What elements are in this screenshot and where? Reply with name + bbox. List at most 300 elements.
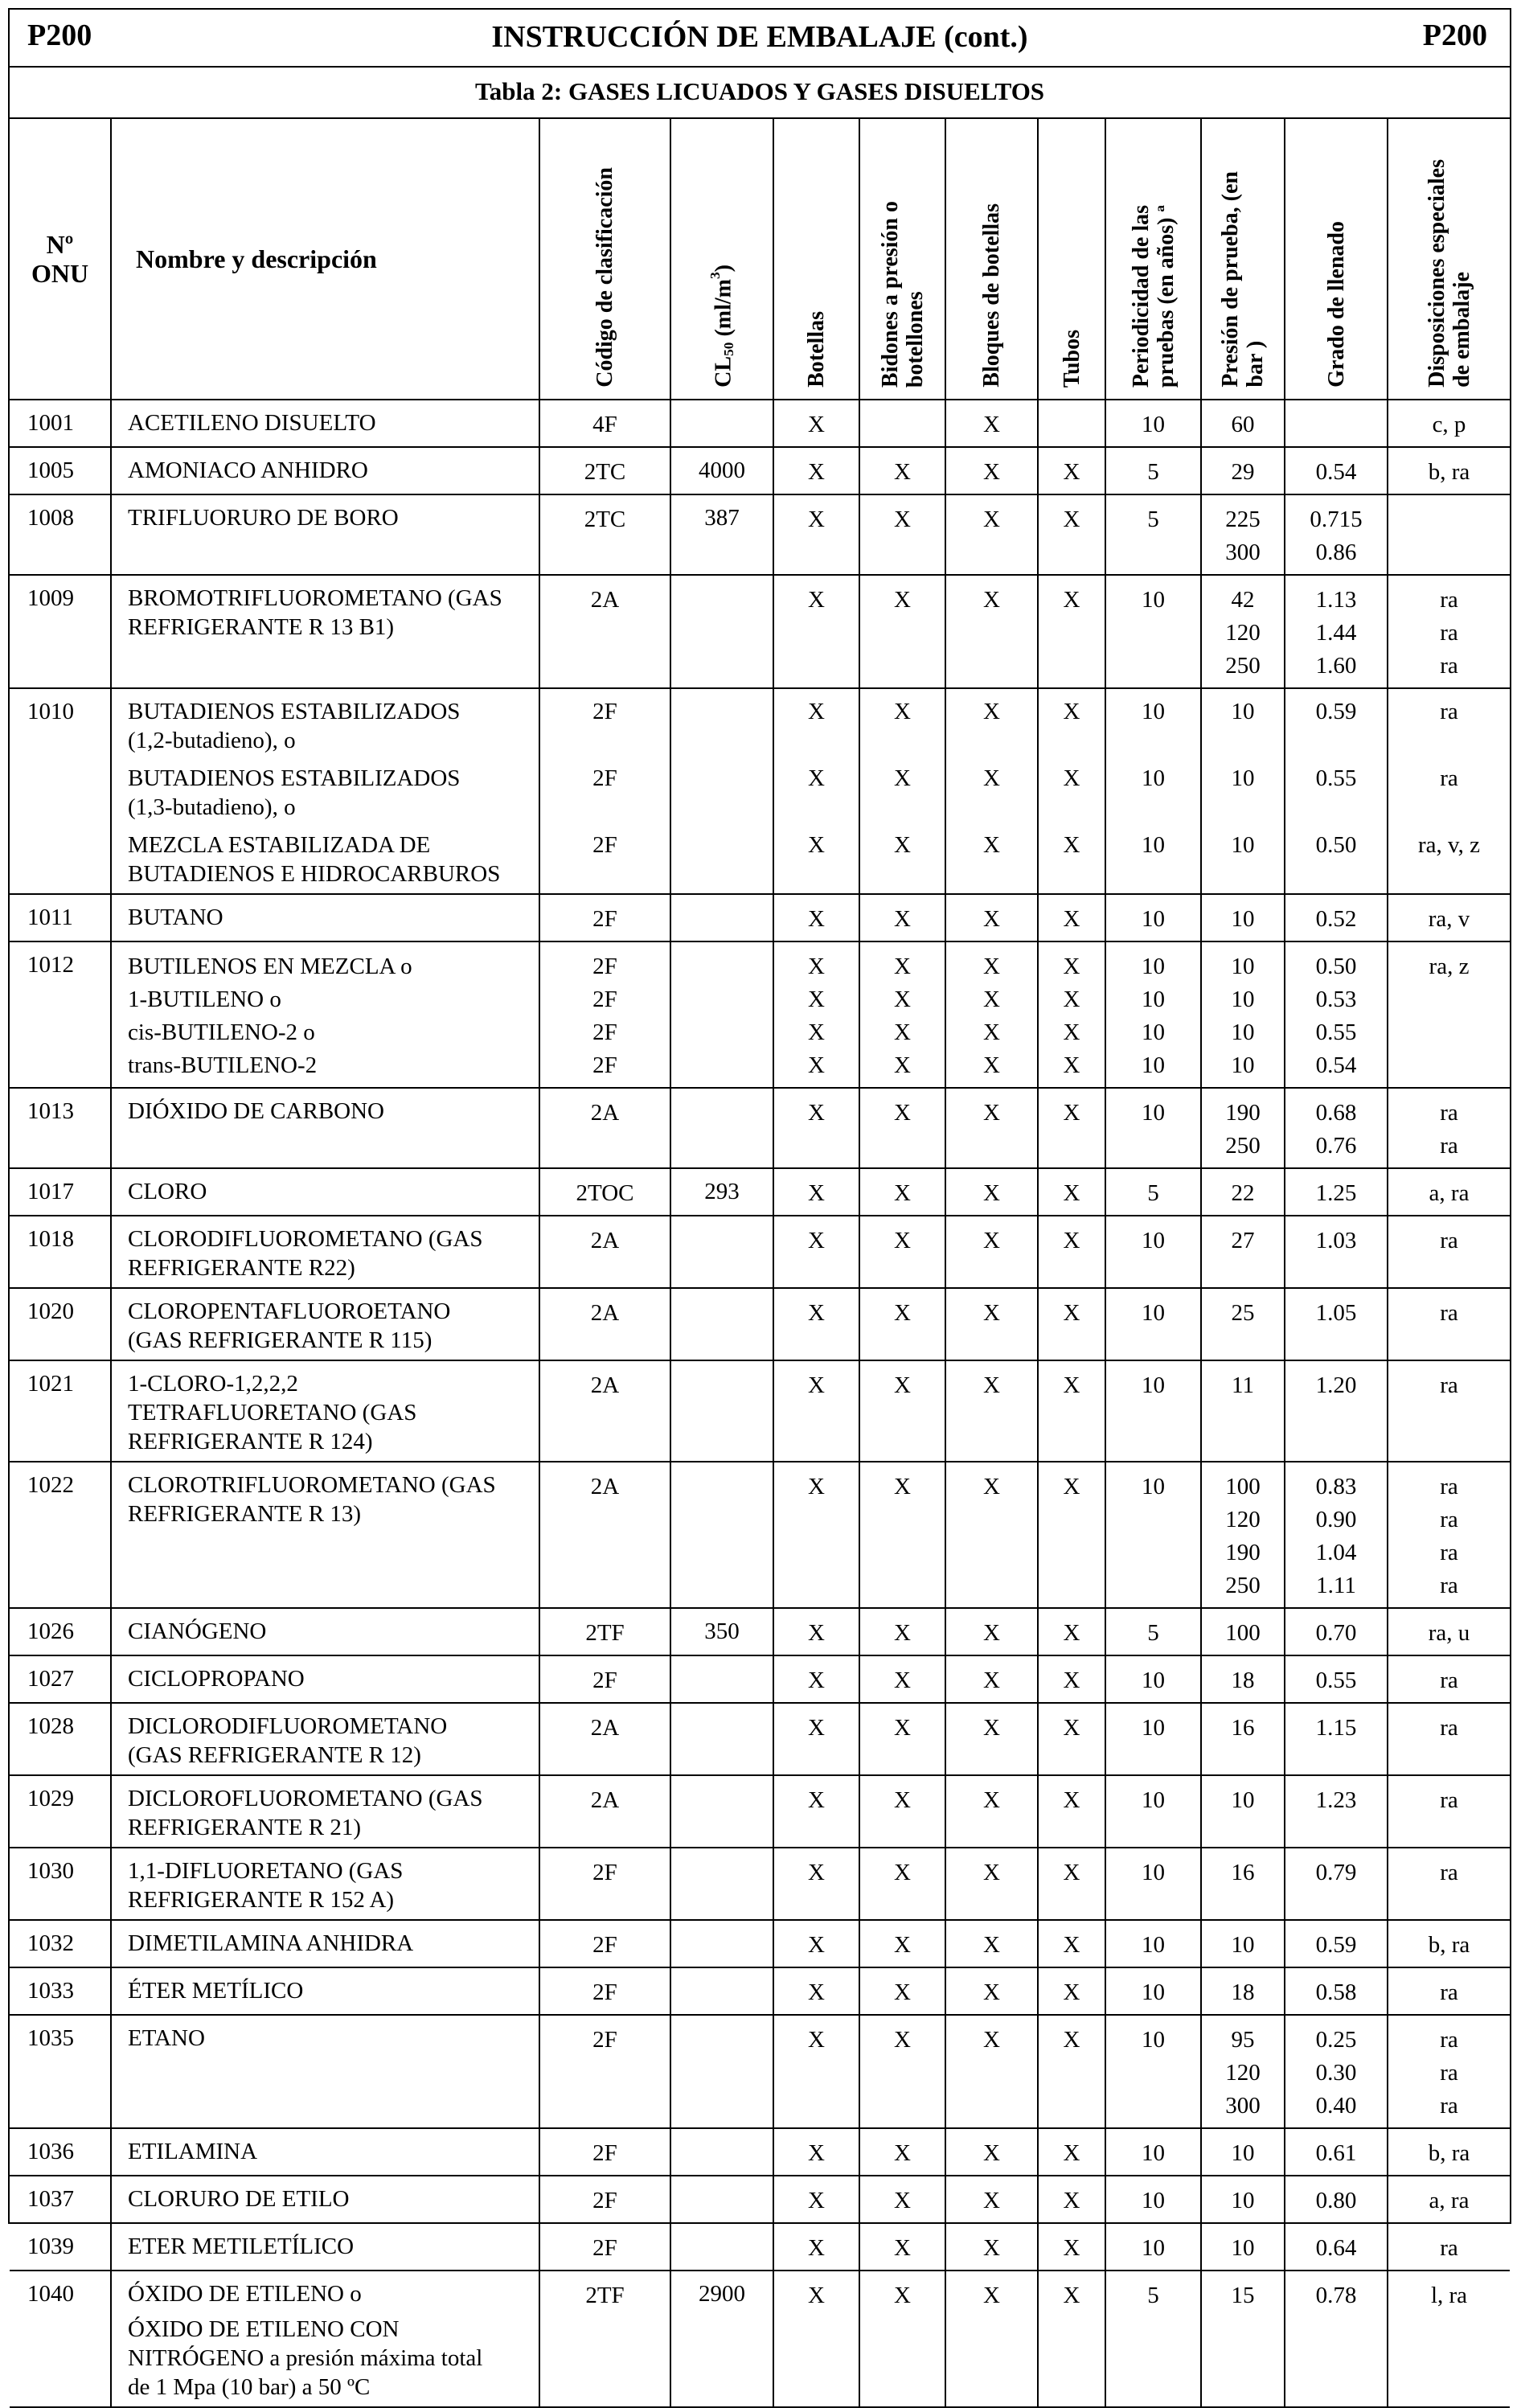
filling-ratio-value: 0.54 [1315,1052,1357,1078]
test-pressure-value: 10 [1231,1052,1255,1078]
bundles-value: X [983,2027,1000,2053]
test-periodicity-value: 10 [1142,2188,1165,2213]
tubes-cell [1038,1088,1105,1168]
pressure-drums-value: X [894,1300,911,1326]
tubes-cell [1038,1360,1105,1462]
tubes-cell [1038,1655,1105,1703]
un-number-cell: 1010 [10,688,111,894]
special-provisions-cell [1388,1967,1510,2015]
class-code-value: 2F [592,1860,617,1885]
pressure-drums-value: X [894,1019,911,1045]
bundles-cell [945,494,1038,575]
filling-ratio-cell [1285,1168,1388,1216]
special-provisions-value: ra [1440,587,1458,613]
cylinders-value: X [808,765,825,791]
pressure-drums-value: X [894,1932,911,1958]
tubes-value: X [1063,1372,1080,1398]
tubes-cell [1038,1775,1105,1848]
instruction-code-right: P200 [1422,18,1487,52]
test-periodicity-value: 10 [1142,1228,1165,1253]
tubes-value: X [1063,1019,1080,1045]
pressure-drums-value: X [894,587,911,613]
tubes-cell [1038,1848,1105,1920]
cylinders-value: X [808,412,825,437]
un-number-cell: 1033 [10,1967,111,2015]
cylinders-cell [773,575,859,688]
col-header-cylinders: Botellas [773,118,859,400]
test-pressure-value: 10 [1231,987,1255,1012]
filling-ratio-value: 0.25 [1315,2027,1357,2053]
pressure-drums-value: X [894,699,911,724]
substance-name-cell [111,1703,539,1775]
test-periodicity-value: 5 [1147,507,1159,532]
pressure-drums-cell [859,447,945,494]
filling-ratio-value: 1.05 [1315,1300,1357,1326]
test-periodicity-cell [1105,2271,1201,2407]
lc50-cell [670,1703,773,1775]
class-code-value: 2F [592,765,617,791]
bundles-cell [945,1360,1038,1462]
test-pressure-value: 120 [1225,2060,1261,2086]
col-header-name: Nombre y descripción [111,118,539,400]
test-periodicity-cell [1105,1288,1201,1360]
special-provisions-value: ra [1440,1787,1458,1813]
lc50-cell [670,894,773,941]
bundles-value: X [983,1715,1000,1741]
special-provisions-value: ra [1440,765,1458,791]
pressure-drums-value: X [894,1787,911,1813]
un-number-cell: 1026 [10,1608,111,1655]
table-row [10,575,1510,688]
substance-name-cell [111,2128,539,2176]
test-periodicity-value: 10 [1142,412,1165,437]
table-row [10,1168,1510,1216]
filling-ratio-cell [1285,1216,1388,1288]
tubes-value: X [1063,1932,1080,1958]
test-pressure-cell [1201,2271,1285,2407]
substance-name: ÓXIDO DE ETILENO CON NITRÓGENO a presión máxima total de 1 Mpa (10 bar) a 50 ºC [128,2316,483,2400]
document-page [8,8,1511,2400]
test-periodicity-cell [1105,1216,1201,1288]
bundles-cell [945,1608,1038,1655]
filling-ratio-value: 1.13 [1315,587,1357,613]
table-title: Tabla 2: GASES LICUADOS Y GASES DISUELTOS [10,66,1510,119]
pressure-drums-cell [859,2015,945,2128]
substance-name: ÉTER METÍLICO [128,1978,304,2004]
pressure-drums-cell [859,1967,945,2015]
class-code-cell [539,2176,670,2223]
filling-ratio-value: 0.86 [1315,539,1357,565]
class-code-value: 2A [590,1715,620,1741]
tubes-cell [1038,1703,1105,1775]
bundles-value: X [983,1228,1000,1253]
test-pressure-value: 10 [1231,2140,1255,2166]
bundles-value: X [983,1932,1000,1958]
lc50-cell [670,688,773,894]
substance-name: CLORURO DE ETILO [128,2186,350,2212]
class-code-value: 2F [592,987,617,1012]
tubes-cell [1038,1216,1105,1288]
bundles-value: X [983,459,1000,485]
special-provisions-cell [1388,447,1510,494]
special-provisions-value: ra, u [1428,1620,1470,1646]
substance-name: 1-BUTILENO o [128,987,281,1012]
special-provisions-value: ra [1440,1300,1458,1326]
tubes-value: X [1063,2283,1080,2308]
test-periodicity-value: 5 [1147,2283,1159,2308]
filling-ratio-value: 1.20 [1315,1372,1357,1398]
lc50-cell: 293 [670,1168,773,1216]
special-provisions-value: ra [1440,1228,1458,1253]
special-provisions-value: ra [1440,1979,1458,2005]
filling-ratio-value: 1.11 [1316,1573,1356,1598]
test-pressure-cell [1201,575,1285,688]
special-provisions-value: ra [1440,1668,1458,1693]
lc50-cell [670,1920,773,1967]
test-periodicity-cell [1105,2128,1201,2176]
special-provisions-cell [1388,575,1510,688]
substance-name: MEZCLA ESTABILIZADA DE BUTADIENOS E HIDROCARBUROS [128,832,501,887]
tubes-value: X [1063,587,1080,613]
test-pressure-value: 29 [1231,459,1255,485]
test-pressure-cell [1201,2128,1285,2176]
substance-name: ACETILENO DISUELTO [128,410,376,436]
lc50-cell [670,575,773,688]
test-pressure-value: 190 [1225,1540,1261,1565]
filling-ratio-cell [1285,1655,1388,1703]
substance-name-cell [111,2176,539,2223]
lc50-cell: 350 [670,1608,773,1655]
pressure-drums-cell [859,1920,945,1967]
bundles-value: X [983,1474,1000,1499]
filling-ratio-cell [1285,2271,1388,2407]
cylinders-cell [773,1967,859,2015]
substance-name-cell [111,1216,539,1288]
test-periodicity-value: 10 [1142,1715,1165,1741]
class-code-value: 2TF [585,2283,625,2308]
filling-ratio-cell [1285,1920,1388,1967]
cylinders-cell [773,1288,859,1360]
cylinders-value: X [808,1228,825,1253]
lc50-cell [670,2176,773,2223]
pressure-drums-value: X [894,1860,911,1885]
lc50-cell [670,400,773,447]
filling-ratio-cell [1285,447,1388,494]
substance-name: ETANO [128,2025,205,2051]
special-provisions-cell [1388,1360,1510,1462]
test-pressure-value: 60 [1231,412,1255,437]
bundles-cell [945,2015,1038,2128]
un-number-cell: 1021 [10,1360,111,1462]
filling-ratio-value: 0.79 [1315,1860,1357,1885]
cylinders-cell [773,941,859,1088]
substance-name: ETILAMINA [128,2139,258,2164]
special-provisions-cell [1388,941,1510,1088]
class-code-cell [539,575,670,688]
substance-name-cell [111,1168,539,1216]
un-number-cell: 1030 [10,1848,111,1920]
table-row [10,1088,1510,1168]
filling-ratio-value: 0.76 [1315,1133,1357,1159]
class-code-value: 2A [590,1372,620,1398]
tubes-value: X [1063,1052,1080,1078]
cylinders-cell [773,1655,859,1703]
cylinders-value: X [808,507,825,532]
substance-name-cell [111,575,539,688]
test-pressure-value: 10 [1231,906,1255,932]
lc50-cell [670,941,773,1088]
substance-name: 1,1-DIFLUORETANO (GAS REFRIGERANTE R 152 A) [128,1858,404,1913]
test-periodicity-cell [1105,575,1201,688]
tubes-value: X [1063,459,1080,485]
substance-name: DICLOROFLUOROMETANO (GAS REFRIGERANTE R 21) [128,1786,483,1840]
filling-ratio-value: 1.03 [1315,1228,1357,1253]
col-header-test-pressure: Presión de prueba, (en bar ) [1201,118,1285,400]
cylinders-cell [773,400,859,447]
lc50-cell [670,1462,773,1608]
test-pressure-cell [1201,2223,1285,2271]
bundles-value: X [983,832,1000,858]
bundles-cell [945,2223,1038,2271]
test-periodicity-cell [1105,2223,1201,2271]
pressure-drums-cell [859,1360,945,1462]
bundles-value: X [983,954,1000,979]
class-code-cell [539,1920,670,1967]
filling-ratio-cell [1285,1088,1388,1168]
cylinders-cell [773,894,859,941]
substance-name: trans-BUTILENO-2 [128,1052,318,1078]
tubes-cell [1038,1967,1105,2015]
test-periodicity-value: 5 [1147,1620,1159,1646]
tubes-value: X [1063,1620,1080,1646]
pressure-drums-value: X [894,906,911,932]
tubes-value: X [1063,1100,1080,1126]
substance-name-cell [111,1288,539,1360]
filling-ratio-cell [1285,2128,1388,2176]
test-pressure-cell [1201,1168,1285,1216]
pressure-drums-value: X [894,1715,911,1741]
test-periodicity-cell [1105,1168,1201,1216]
special-provisions-cell [1388,1288,1510,1360]
special-provisions-cell [1388,2015,1510,2128]
tubes-value: X [1063,1979,1080,2005]
test-pressure-value: 120 [1225,620,1261,646]
filling-ratio-value: 0.80 [1315,2188,1357,2213]
special-provisions-cell [1388,1920,1510,1967]
test-pressure-cell [1201,1462,1285,1608]
pressure-drums-value: X [894,1228,911,1253]
cylinders-value: X [808,2140,825,2166]
class-code-cell [539,2128,670,2176]
test-pressure-cell [1201,688,1285,894]
pressure-drums-value: X [894,832,911,858]
pressure-drums-cell [859,1288,945,1360]
test-pressure-value: 190 [1225,1100,1261,1126]
pressure-drums-value: X [894,1474,911,1499]
tubes-cell [1038,688,1105,894]
special-provisions-cell [1388,1703,1510,1775]
special-provisions-cell [1388,1775,1510,1848]
class-code-cell [539,447,670,494]
cylinders-cell [773,688,859,894]
filling-ratio-cell [1285,1608,1388,1655]
filling-ratio-cell [1285,1360,1388,1462]
lc50-cell [670,1088,773,1168]
tubes-value: X [1063,2235,1080,2261]
table-row [10,2128,1510,2176]
un-number-cell: 1029 [10,1775,111,1848]
tubes-value: X [1063,906,1080,932]
filling-ratio-value: 1.60 [1315,653,1357,679]
substance-name: CICLOPROPANO [128,1666,305,1692]
special-provisions-value: ra [1440,699,1458,724]
pressure-drums-value: X [894,1052,911,1078]
test-pressure-value: 300 [1225,539,1261,565]
class-code-value: 2F [592,832,617,858]
class-code-cell [539,400,670,447]
pressure-drums-value: X [894,1668,911,1693]
lc50-cell [670,1360,773,1462]
test-pressure-value: 10 [1231,2235,1255,2261]
test-periodicity-value: 10 [1142,2027,1165,2053]
filling-ratio-value: 0.53 [1315,987,1357,1012]
bundles-value: X [983,699,1000,724]
special-provisions-cell [1388,1848,1510,1920]
special-provisions-value: a, ra [1429,1180,1470,1206]
substance-name-cell [111,1088,539,1168]
special-provisions-value: ra [1440,1372,1458,1398]
class-code-value: 2F [592,906,617,932]
table-row [10,688,1510,894]
bundles-cell [945,1920,1038,1967]
tubes-value: X [1063,507,1080,532]
test-pressure-value: 225 [1225,507,1261,532]
filling-ratio-cell [1285,575,1388,688]
test-pressure-value: 22 [1231,1180,1255,1206]
cylinders-value: X [808,1979,825,2005]
cylinders-cell [773,2128,859,2176]
pressure-drums-cell [859,1608,945,1655]
bundles-value: X [983,1860,1000,1885]
substance-name-cell [111,2223,539,2271]
table-row [10,941,1510,1088]
pressure-drums-value: X [894,507,911,532]
un-number-cell: 1022 [10,1462,111,1608]
table-row [10,447,1510,494]
lc50-cell [670,1775,773,1848]
cylinders-cell [773,2176,859,2223]
class-code-value: 2A [590,1228,620,1253]
class-code-cell [539,1288,670,1360]
un-number-cell: 1009 [10,575,111,688]
table-row [10,2223,1510,2271]
filling-ratio-value: 0.61 [1315,2140,1357,2166]
test-periodicity-cell [1105,1775,1201,1848]
substance-name: CLOROPENTAFLUOROETANO (GAS REFRIGERANTE R 115) [128,1298,451,1353]
test-pressure-value: 18 [1231,1979,1255,2005]
filling-ratio-cell [1285,1288,1388,1360]
substance-name-cell [111,447,539,494]
cylinders-value: X [808,1100,825,1126]
substance-name-cell [111,2271,539,2407]
lc50-cell [670,1288,773,1360]
filling-ratio-value: 0.78 [1315,2283,1357,2308]
un-number-cell: 1036 [10,2128,111,2176]
class-code-value: 2TF [585,1620,625,1646]
bundles-cell [945,941,1038,1088]
filling-ratio-cell [1285,688,1388,894]
test-periodicity-value: 10 [1142,1372,1165,1398]
un-number-cell: 1013 [10,1088,111,1168]
bundles-cell [945,2176,1038,2223]
pressure-drums-value: X [894,987,911,1012]
cylinders-cell [773,1703,859,1775]
special-provisions-value: ra [1440,1507,1458,1532]
tubes-cell [1038,2223,1105,2271]
pressure-drums-cell [859,2223,945,2271]
pressure-drums-cell [859,1216,945,1288]
test-periodicity-cell [1105,1462,1201,1608]
filling-ratio-cell [1285,1775,1388,1848]
gas-packing-table [10,117,1510,2408]
filling-ratio-value: 1.23 [1315,1787,1357,1813]
test-pressure-value: 18 [1231,1668,1255,1693]
special-provisions-value: l, ra [1430,2283,1468,2308]
un-number-cell: 1039 [10,2223,111,2271]
special-provisions-value: ra [1440,1100,1458,1126]
un-number-cell: 1028 [10,1703,111,1775]
bundles-value: X [983,1979,1000,2005]
substance-name: ETER METILETÍLICO [128,2234,355,2259]
test-periodicity-cell [1105,1088,1201,1168]
bundles-cell [945,2271,1038,2407]
test-periodicity-value: 10 [1142,587,1165,613]
un-number-cell: 1011 [10,894,111,941]
tubes-cell [1038,1288,1105,1360]
special-provisions-value: ra [1440,2060,1458,2086]
test-pressure-value: 16 [1231,1860,1255,1885]
test-periodicity-cell [1105,1608,1201,1655]
substance-name-cell [111,941,539,1088]
test-pressure-value: 10 [1231,2188,1255,2213]
test-pressure-cell [1201,941,1285,1088]
test-periodicity-cell [1105,1848,1201,1920]
table-row [10,1920,1510,1967]
cylinders-value: X [808,1372,825,1398]
tubes-value: X [1063,765,1080,791]
special-provisions-cell [1388,2271,1510,2407]
filling-ratio-value: 0.58 [1315,1979,1357,2005]
substance-name: DICLORODIFLUOROMETANO (GAS REFRIGERANTE R 12) [128,1713,448,1768]
table-row [10,1775,1510,1848]
filling-ratio-value: 0.83 [1315,1474,1357,1499]
tubes-cell [1038,1608,1105,1655]
cylinders-cell [773,494,859,575]
special-provisions-cell [1388,1168,1510,1216]
test-pressure-cell [1201,494,1285,575]
filling-ratio-value: 0.68 [1315,1100,1357,1126]
table-row [10,1703,1510,1775]
substance-name-cell [111,1848,539,1920]
bundles-value: X [983,2235,1000,2261]
cylinders-cell [773,1462,859,1608]
test-pressure-value: 100 [1225,1474,1261,1499]
special-provisions-cell [1388,688,1510,894]
filling-ratio-value: 0.50 [1315,954,1357,979]
pressure-drums-cell [859,894,945,941]
filling-ratio-value: 0.64 [1315,2235,1357,2261]
test-pressure-cell [1201,1848,1285,1920]
